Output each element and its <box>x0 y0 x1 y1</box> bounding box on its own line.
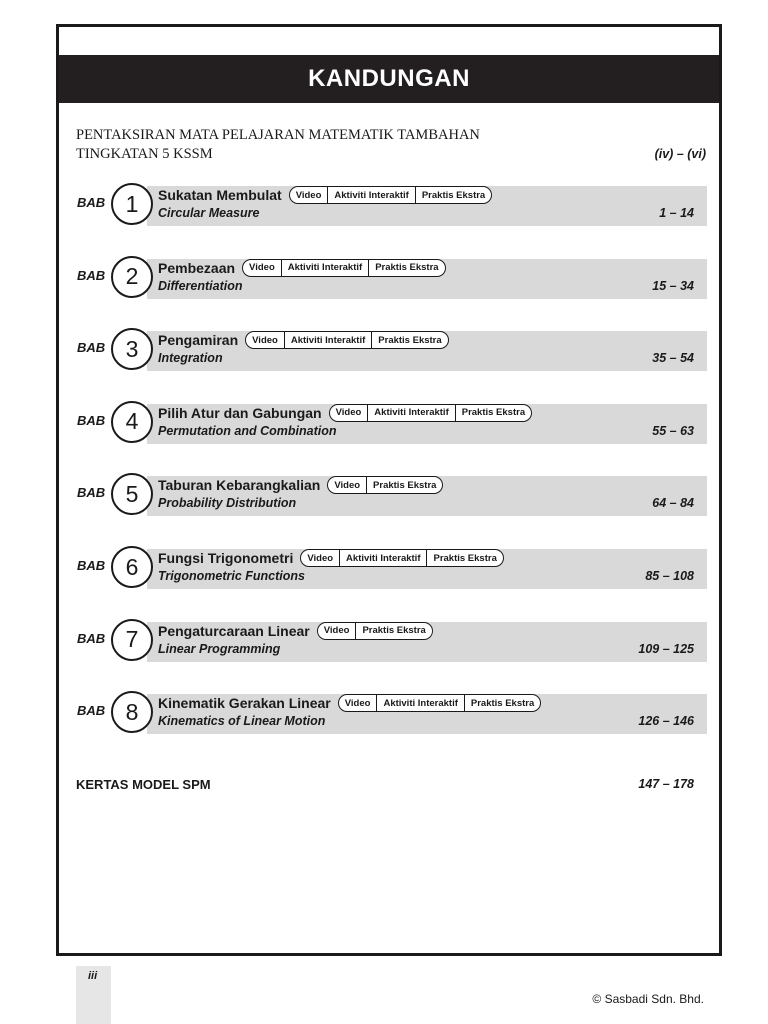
chapter-title-row <box>158 404 532 422</box>
chapter-row[interactable] <box>59 619 719 667</box>
chapter-row[interactable] <box>59 546 719 594</box>
bab-label: BAB <box>77 558 106 573</box>
resource-tag[interactable]: Aktiviti Interaktif <box>367 405 454 421</box>
assessment-line-2: TINGKATAN 5 KSSM <box>76 146 213 162</box>
resource-tag[interactable]: Praktis Ekstra <box>464 695 540 711</box>
chapter-row[interactable] <box>59 401 719 449</box>
chapter-pages: 109 – 125 <box>638 641 694 656</box>
chapter-pages: 126 – 146 <box>638 714 694 729</box>
chapter-title-row <box>158 549 504 567</box>
resource-tag[interactable]: Video <box>252 334 278 346</box>
copyright-text: © Sasbadi Sdn. Bhd. <box>592 992 704 1006</box>
resource-tags <box>242 259 446 277</box>
chapter-row[interactable] <box>59 691 719 739</box>
chapter-title: Taburan Kebarangkalian <box>158 477 321 494</box>
chapter-number-badge: 4 <box>111 401 153 443</box>
resource-tags <box>289 186 493 204</box>
resource-tag[interactable]: Praktis Ekstra <box>366 477 442 493</box>
bab-label: BAB <box>77 412 106 428</box>
chapter-title-row <box>158 259 446 277</box>
bab-label: BAB <box>77 485 106 501</box>
resource-tag[interactable]: Praktis Ekstra <box>368 260 444 276</box>
chapter-row[interactable] <box>59 183 719 231</box>
chapter-pages: 1 – 14 <box>659 206 694 220</box>
resource-tag[interactable]: Praktis Ekstra <box>355 623 431 639</box>
resource-tags <box>245 331 449 349</box>
chapter-title: Sukatan Membulat <box>158 187 282 203</box>
resource-tag[interactable]: Video <box>334 479 361 491</box>
chapter-title-row <box>158 476 443 494</box>
resource-tag[interactable]: Aktiviti Interaktif <box>376 695 463 711</box>
resource-tags <box>327 476 443 494</box>
chapter-subtitle: Linear Programming <box>158 641 281 656</box>
model-paper-label[interactable]: KERTAS MODEL SPM <box>76 777 211 792</box>
chapter-pages: 55 – 63 <box>652 423 694 438</box>
page-title: KANDUNGAN <box>59 55 719 103</box>
chapter-title: Pembezaan <box>158 259 236 276</box>
chapter-subtitle: Differentiation <box>158 278 243 293</box>
chapter-subtitle: Circular Measure <box>158 206 260 220</box>
contents-frame <box>56 24 722 956</box>
chapter-number-badge: 8 <box>111 691 153 733</box>
chapter-number-badge: 2 <box>111 256 153 298</box>
assessment-line-1: PENTAKSIRAN MATA PELAJARAN MATEMATIK TAMBAHAN <box>76 127 480 143</box>
resource-tag[interactable]: Video <box>249 262 275 274</box>
resource-tag[interactable]: Praktis Ekstra <box>455 405 531 421</box>
resource-tag[interactable]: Praktis Ekstra <box>371 332 447 348</box>
resource-tag[interactable]: Aktiviti Interaktif <box>327 187 414 203</box>
page-number: iii <box>88 970 98 982</box>
chapter-pages: 85 – 108 <box>645 569 694 583</box>
bab-label: BAB <box>77 267 106 283</box>
resource-tags <box>338 694 542 712</box>
resource-tag[interactable]: Praktis Ekstra <box>415 187 491 203</box>
chapter-title-row <box>158 186 492 204</box>
chapter-row[interactable] <box>59 328 719 376</box>
resource-tags <box>317 622 433 640</box>
resource-tag[interactable]: Video <box>323 625 350 637</box>
chapter-number-badge: 7 <box>111 619 153 661</box>
chapter-subtitle: Kinematics of Linear Motion <box>158 714 326 729</box>
chapter-title: Kinematik Gerakan Linear <box>158 695 331 712</box>
bab-label: BAB <box>77 340 106 356</box>
resource-tags <box>300 549 504 567</box>
resource-tag[interactable]: Aktiviti Interaktif <box>339 550 426 566</box>
chapter-subtitle: Trigonometric Functions <box>158 569 305 583</box>
resource-tag[interactable]: Video <box>344 697 371 709</box>
chapter-number-badge: 1 <box>111 183 153 225</box>
chapter-pages: 15 – 34 <box>652 278 694 293</box>
assessment-pages: (iv) – (vi) <box>654 147 706 161</box>
chapter-number-badge: 6 <box>111 546 153 588</box>
chapter-title: Pengaturcaraan Linear <box>158 622 310 639</box>
resource-tag[interactable]: Aktiviti Interaktif <box>284 332 371 348</box>
chapter-row[interactable] <box>59 256 719 304</box>
resource-tags <box>329 404 533 422</box>
chapter-title-row <box>158 694 541 712</box>
chapter-number-badge: 3 <box>111 328 153 370</box>
chapter-pages: 35 – 54 <box>652 351 694 366</box>
chapter-row[interactable] <box>59 473 719 521</box>
chapter-subtitle: Permutation and Combination <box>158 423 337 438</box>
chapter-subtitle: Integration <box>158 351 223 366</box>
resource-tag[interactable]: Video <box>335 407 362 419</box>
resource-tag[interactable]: Praktis Ekstra <box>426 550 502 566</box>
chapter-title: Pilih Atur dan Gabungan <box>158 404 322 421</box>
chapter-subtitle: Probability Distribution <box>158 496 297 511</box>
bab-label: BAB <box>77 195 106 210</box>
bab-label: BAB <box>77 630 106 646</box>
resource-tag[interactable]: Aktiviti Interaktif <box>281 260 368 276</box>
chapter-title-row <box>158 331 449 349</box>
chapter-title-row <box>158 622 433 640</box>
resource-tag[interactable]: Video <box>295 189 322 201</box>
chapter-title: Fungsi Trigonometri <box>158 550 294 566</box>
chapter-pages: 64 – 84 <box>652 496 694 511</box>
chapter-number-badge: 5 <box>111 473 153 515</box>
chapter-title: Pengamiran <box>158 332 239 349</box>
bab-label: BAB <box>77 703 106 719</box>
resource-tag[interactable]: Video <box>307 552 334 564</box>
assessment-heading <box>76 126 706 164</box>
model-paper-pages: 147 – 178 <box>638 777 694 791</box>
